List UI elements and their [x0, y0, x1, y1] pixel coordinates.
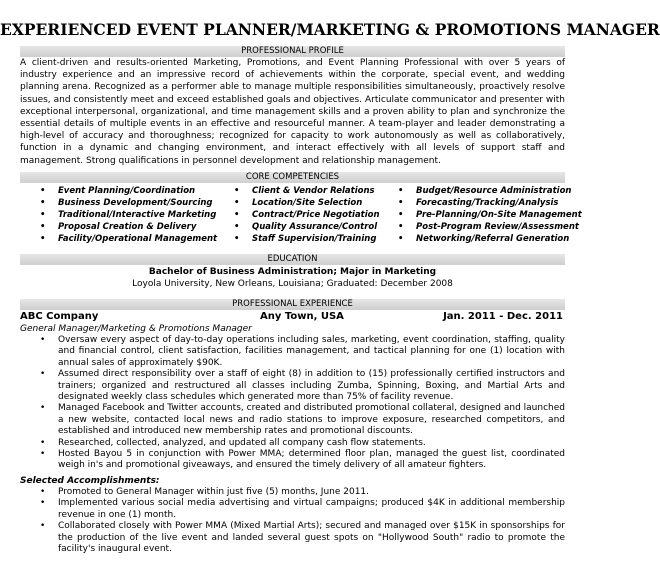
experience-heading: PROFESSIONAL EXPERIENCE [20, 299, 565, 310]
competency-item: • Traditional/Interactive Marketing [40, 209, 217, 221]
competency-item: • Location/Site Selection [234, 197, 380, 209]
degree-line: Bachelor of Business Administration; Major in Marketing [148, 267, 437, 277]
competency-item: • Event Planning/Coordination [40, 185, 217, 197]
list-item: • Collaborated closely with Power MMA (Mixed Martial Arts); secured and managed over $15K in sponsorships for the production of the live event and landed several guest spots on "Hollywood South" radio to promote the facility's inaugural event. [20, 521, 565, 555]
competency-item: • Business Development/Sourcing [40, 197, 217, 209]
list-item: • Promoted to General Manager within just five (5) months, June 2011. [20, 487, 565, 498]
competency-item: • Forecasting/Tracking/Analysis [398, 197, 582, 209]
accomplishments-label: Selected Accomplishments: [20, 476, 160, 486]
education-heading: EDUCATION [20, 254, 565, 265]
list-item: • Assumed direct responsibility over a staff of eight (8) in addition to (15) professionally certified instructors and trainers; organized and restructured all classes including Zumba, Spinning, Boxing, and Martial Arts and designated weekly class schedules which generated more than 75% of facility revenue. [20, 369, 565, 403]
competency-item: • Client & Vendor Relations [234, 185, 380, 197]
competency-item: • Quality Assurance/Control [234, 221, 380, 233]
job-location: Any Town, USA [260, 311, 344, 322]
competency-item: • Post-Program Review/Assessment [398, 221, 582, 233]
list-item: • Hosted Bayou 5 in conjunction with Power MMA; determined floor plan, managed the guest list, coordinated weigh in's and promotional giveaways, and ensured the timely delivery of all amateur fighters. [20, 449, 565, 472]
profile-text: A client-driven and results-oriented Marketing, Promotions, and Event Planning Professional with over 5 years of industry experience and an impressive record of achievements within the corporate, special event, and wedding planning arena. Recognized as a performer able to manage multiple responsibilities simultaneously, proactively resolve issues, and consistently meet and exceed established goals and objectives. Articulate communicator and presenter with exceptional interpersonal, organizational, and time management skills and a proven ability to plan and synchronize the essential details of multiple events in an effective and resourceful manner. A team-player and leader demonstrating a high-level of accuracy and thoroughness; recognized for capacity to work autonomously as well as collaboratively, function in a dynamic and changing environment, and interact effectively with all levels of support staff and management. Strong qualifications in personnel development and relationship management. [20, 58, 565, 166]
school-line: Loyola University, New Orleans, Louisiana; Graduated: December 2008 [132, 279, 453, 289]
list-item: • Implemented various social media advertising and virtual campaigns; produced $4K in additional membership revenue in one (1) month. [20, 498, 565, 521]
competency-item: • Contract/Price Negotiation [234, 209, 380, 221]
job-header [20, 311, 565, 323]
competencies-column-2 [234, 185, 380, 245]
competency-item: • Pre-Planning/On-Site Management [398, 209, 582, 221]
job-title: General Manager/Marketing & Promotions Manager [20, 324, 252, 334]
profile-heading: PROFESSIONAL PROFILE [20, 46, 565, 57]
list-item: • Oversaw every aspect of day-to-day operations including sales, marketing, event coordination, staffing, quality and financial control, client satisfaction, facilities management, and tactical planning for one (1) location with annual sales of approximately $90K. [20, 335, 565, 369]
competency-item: • Staff Supervision/Training [234, 233, 380, 245]
competency-item: • Budget/Resource Administration [398, 185, 582, 197]
accomplishments-list [20, 487, 565, 555]
competency-item: • Facility/Operational Management [40, 233, 217, 245]
duties-list [20, 335, 565, 472]
list-item: • Researched, collected, analyzed, and updated all company cash flow statements. [20, 438, 565, 449]
company-name: ABC Company [20, 311, 99, 322]
list-item: • Managed Facebook and Twitter accounts, created and distributed promotional collateral, designed and launched a new website, contacted local news and radio stations to improve exposure, researched competitors, and established and introduced new membership rates and promotional discounts. [20, 403, 565, 437]
competencies-column-1 [40, 185, 217, 245]
competencies-column-3 [398, 185, 582, 245]
competency-item: • Networking/Referral Generation [398, 233, 582, 245]
job-dates: Jan. 2011 - Dec. 2011 [443, 311, 563, 322]
resume-title: EXPERIENCED EVENT PLANNER/MARKETING & PROMOTIONS MANAGER [0, 20, 660, 39]
competencies-heading: CORE COMPETENCIES [20, 172, 565, 183]
competency-item: • Proposal Creation & Delivery [40, 221, 217, 233]
